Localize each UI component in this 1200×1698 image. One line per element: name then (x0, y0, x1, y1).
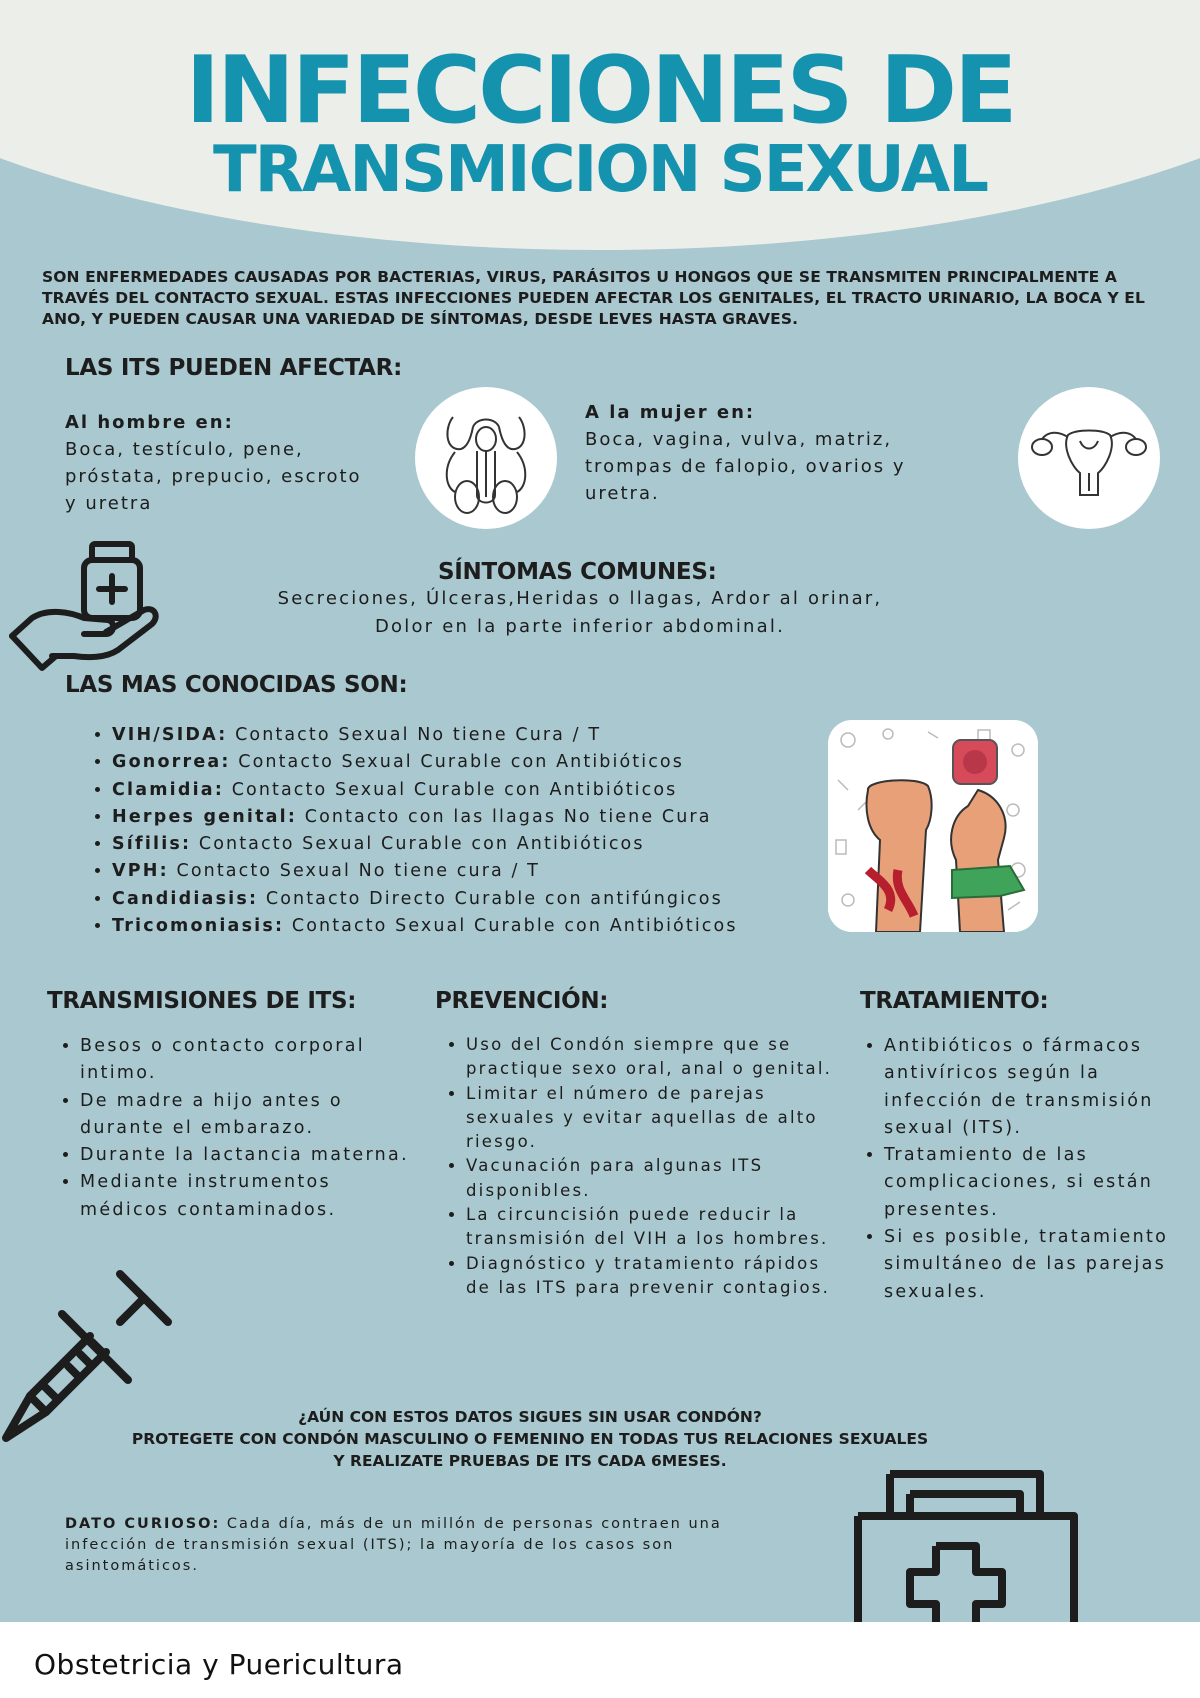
women-text: Boca, vagina, vulva, matriz, trompas de falopio, ovarios y uretra. (585, 429, 906, 504)
footer-text: Obstetricia y Puericultura (34, 1648, 404, 1681)
list-item: • Besos o contacto corporal intimo. (80, 1033, 420, 1088)
fun-fact-text: Cada día, más de un millón de personas contraen una infección de transmisión sexual (ITS); la mayoría de los casos son asintomáticos. (65, 1516, 722, 1574)
cta-line3: Y REALIZATE PRUEBAS DE ITS CADA 6MESES. (333, 1452, 727, 1470)
list-item: • VIH/SIDA: Contacto Sexual No tiene Cura / T (112, 722, 738, 749)
known-heading: LAS MAS CONOCIDAS SON: (65, 672, 408, 698)
transmission-heading: TRANSMISIONES DE ITS: (47, 988, 357, 1014)
affect-heading: LAS ITS PUEDEN AFECTAR: (65, 355, 402, 381)
list-item: • Clamidia: Contacto Sexual Curable con Antibióticos (112, 777, 738, 804)
list-item: • Herpes genital: Contacto con las llagas No tiene Cura (112, 804, 738, 831)
list-item: • Gonorrea: Contacto Sexual Curable con Antibióticos (112, 749, 738, 776)
first-aid-kit-icon (850, 1468, 1090, 1628)
page-title-line1: INFECCIONES DE (185, 36, 1015, 144)
cta-line2: PROTEGETE CON CONDÓN MASCULINO O FEMENINO EN TODAS TUS RELACIONES SEXUALES (131, 1430, 929, 1448)
transmission-list (54, 1033, 420, 1224)
list-item: • VPH: Contacto Sexual No tiene cura / T (112, 858, 738, 885)
prevention-heading: PREVENCIÓN: (435, 988, 609, 1014)
men-block (65, 409, 365, 517)
symptoms-heading: SÍNTOMAS COMUNES: (438, 559, 717, 585)
medicine-hand-icon (8, 540, 168, 675)
cta-line1: ¿AÚN CON ESTOS DATOS SIGUES SIN USAR CONDÓN? (298, 1408, 762, 1426)
awareness-illustration (828, 720, 1038, 932)
fun-fact (65, 1514, 765, 1577)
list-item: • Durante la lactancia materna. (80, 1142, 420, 1169)
men-text: Boca, testículo, pene, próstata, prepucio, escroto y uretra (65, 439, 362, 514)
list-item: • Sífilis: Contacto Sexual Curable con Antibióticos (112, 831, 738, 858)
list-item: • Antibióticos o fármacos antivíricos según la infección de transmisión sexual (ITS). (884, 1033, 1194, 1142)
symptoms-text: Secreciones, Úlceras,Heridas o llagas, Ardor al orinar, Dolor en la parte inferior abdominal. (277, 588, 883, 637)
list-item: • Uso del Condón siempre que se practique sexo oral, anal o genital. (466, 1033, 844, 1082)
list-item: • De madre a hijo antes o durante el embarazo. (80, 1088, 420, 1143)
list-item: • La circuncisión puede reducir la transmisión del VIH a los hombres. (466, 1203, 844, 1252)
list-item: • Vacunación para algunas ITS disponibles. (466, 1154, 844, 1203)
list-item: • Diagnóstico y tratamiento rápidos de las ITS para prevenir contagios. (466, 1252, 844, 1301)
treatment-list (858, 1033, 1194, 1306)
list-item: • Candidiasis: Contacto Directo Curable con antifúngicos (112, 886, 738, 913)
list-item: • Limitar el número de parejas sexuales y evitar aquellas de alto riesgo. (466, 1082, 844, 1155)
list-item: • Si es posible, tratamiento simultáneo de las parejas sexuales. (884, 1224, 1194, 1306)
list-item: • Mediante instrumentos médicos contaminados. (80, 1169, 420, 1224)
fun-fact-label: DATO CURIOSO: (65, 1516, 221, 1532)
call-to-action (80, 1406, 980, 1472)
list-item: • Tricomoniasis: Contacto Sexual Curable con Antibióticos (112, 913, 738, 940)
uterus-icon (1018, 387, 1160, 529)
women-label: A la mujer en: (585, 402, 756, 423)
prevention-list (440, 1033, 844, 1300)
page-title-line2: TRANSMICION SEXUAL (212, 133, 988, 207)
list-item: • Tratamiento de las complicaciones, si están presentes. (884, 1142, 1194, 1224)
treatment-heading: TRATAMIENTO: (860, 988, 1049, 1014)
known-list (82, 722, 738, 940)
women-block (585, 399, 915, 507)
men-label: Al hombre en: (65, 412, 234, 433)
male-anatomy-icon (415, 387, 557, 529)
intro-paragraph: SON ENFERMEDADES CAUSADAS POR BACTERIAS, VIRUS, PARÁSITOS U HONGOS QUE SE TRANSMITEN PRINCIPALMENTE A TRAVÉS DEL CONTACTO SEXUAL. ESTAS INFECCIONES PUEDEN AFECTAR LOS GENITALES, EL TRACTO URINARIO, LA BOCA Y EL ANO, Y PUEDEN CAUSAR UNA VARIEDAD DE SÍNTOMAS, DESDE LEVES HASTA GRAVES. (42, 268, 1145, 328)
